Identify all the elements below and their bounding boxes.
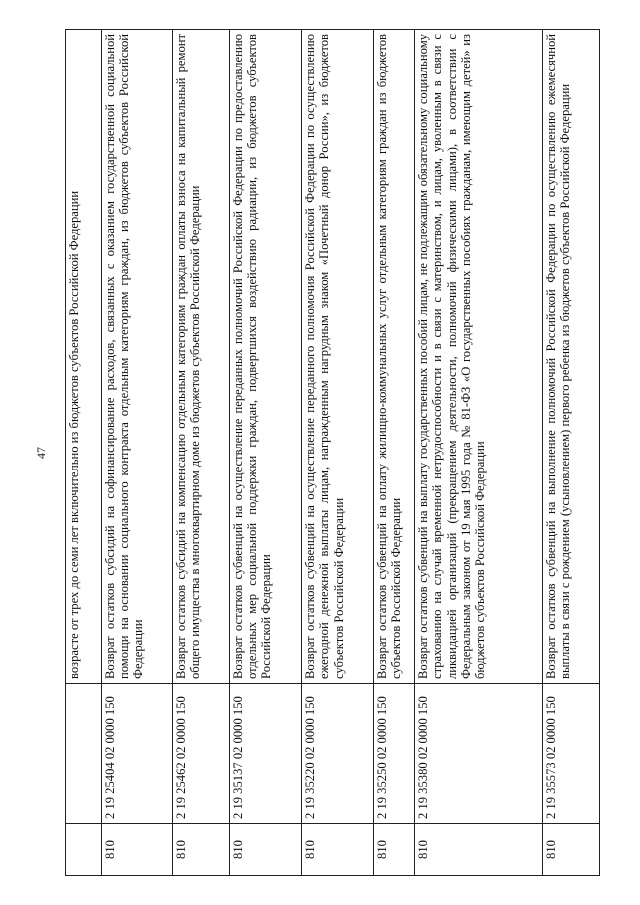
budget-code-cell: 2 19 25404 02 0000 150 xyxy=(101,684,172,824)
revenue-name-cell: Возврат остатков субсидий на софинансирование расходов, связанных с оказанием государственной социальной помощи на основании социального контракта отдельным категориям граждан, из бюджетов субъектов Российской Федерации xyxy=(101,30,172,684)
budget-code-cell xyxy=(66,684,102,824)
admin-code-cell: 810 xyxy=(414,824,542,876)
admin-code-cell: 810 xyxy=(301,824,373,876)
budget-code-cell: 2 19 35380 02 0000 150 xyxy=(414,684,542,824)
budget-classification-table xyxy=(65,29,600,876)
table-row xyxy=(66,30,102,876)
table-row xyxy=(101,30,172,876)
table-row xyxy=(414,30,542,876)
budget-code-cell: 2 19 35573 02 0000 150 xyxy=(542,684,599,824)
revenue-name-cell: Возврат остатков субсидий на компенсацию отдельным категориям граждан оплаты взноса на капитальный ремонт общего имущества в многоквартирном доме из бюджетов субъектов Российской Федерации xyxy=(172,30,229,684)
table-body xyxy=(66,30,600,876)
table-row xyxy=(373,30,414,876)
admin-code-cell: 810 xyxy=(542,824,599,876)
budget-code-cell: 2 19 35220 02 0000 150 xyxy=(301,684,373,824)
table-row xyxy=(301,30,373,876)
budget-code-cell: 2 19 35250 02 0000 150 xyxy=(373,684,414,824)
admin-code-cell xyxy=(66,824,102,876)
budget-code-cell: 2 19 35137 02 0000 150 xyxy=(229,684,301,824)
table-row xyxy=(172,30,229,876)
revenue-name-cell: Возврат остатков субвенций на осуществление переданных полномочий Российской Федерации по предоставлению отдельных мер социальной поддержки граждан, подвергшихся воздействию радиации, из бюджетов субъектов Российской Федерации xyxy=(229,30,301,684)
admin-code-cell: 810 xyxy=(229,824,301,876)
table-row xyxy=(229,30,301,876)
admin-code-cell: 810 xyxy=(172,824,229,876)
revenue-name-cell: Возврат остатков субвенций на осуществление переданного полномочия Российской Федерации по осуществлению ежегодной денежной выплаты лицам, награжденным нагрудным знаком «Почетный донор России», из бюджетов субъектов Российской Федерации xyxy=(301,30,373,684)
revenue-name-cell: Возврат остатков субвенций на выплату государственных пособий лицам, не подлежащим обязательному социальному страхованию на случай временной нетрудоспособности и в связи с материнством, и лицам, уволенным в связи с ликвидацией организаций (прекращением деятельности, полномочий физическими лицами), в соответствии с Федеральным законом от 19 мая 1995 года № 81-ФЗ «О государственных пособиях гражданам, имеющим детей» из бюджетов субъектов Российской Федерации xyxy=(414,30,542,684)
table-row xyxy=(542,30,599,876)
page-number: 47 xyxy=(34,447,48,459)
admin-code-cell: 810 xyxy=(373,824,414,876)
budget-code-cell: 2 19 25462 02 0000 150 xyxy=(172,684,229,824)
revenue-name-cell: возрасте от трех до семи лет включительно из бюджетов субъектов Российской Федерации xyxy=(66,30,102,684)
revenue-name-cell: Возврат остатков субвенций на оплату жилищно-коммунальных услуг отдельным категориям граждан из бюджетов субъектов Российской Федерации xyxy=(373,30,414,684)
revenue-name-cell: Возврат остатков субвенций на выполнение полномочий Российской Федерации по осуществлению ежемесячной выплаты в связи с рождением (усыновлением) первого ребенка из бюджетов субъектов Российской Федерации xyxy=(542,30,599,684)
admin-code-cell: 810 xyxy=(101,824,172,876)
rotated-page-content xyxy=(65,29,600,876)
